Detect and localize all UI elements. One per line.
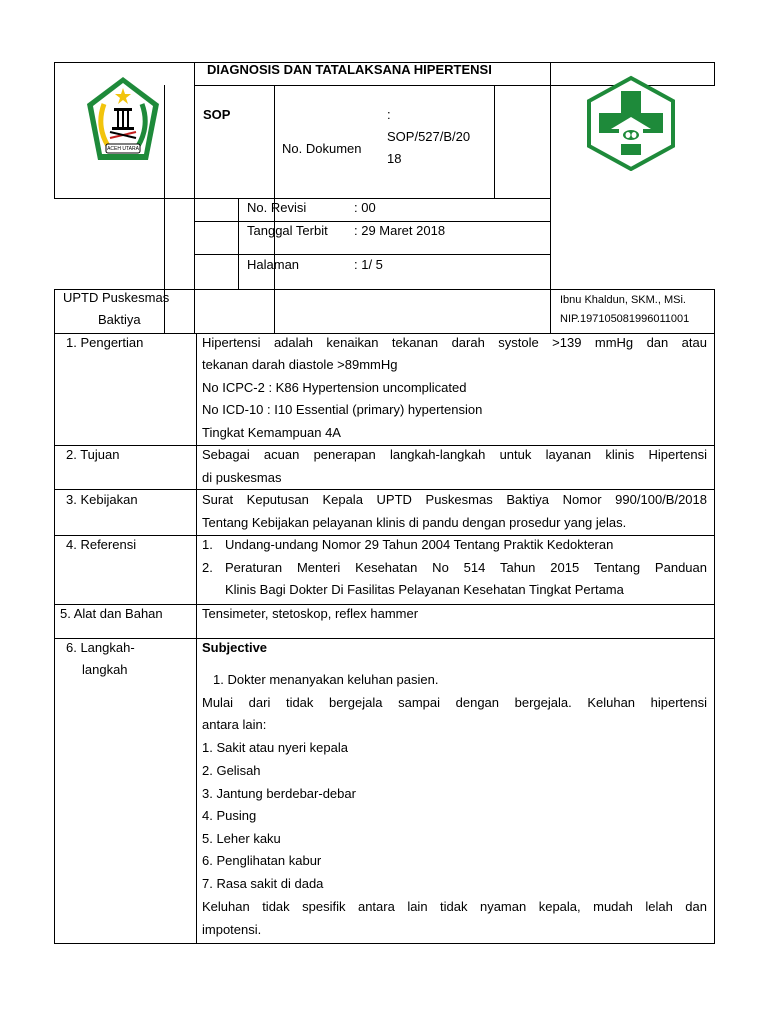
no-dokumen-value-2: 18 (387, 151, 402, 166)
org-name-line2: Baktiya (98, 312, 141, 327)
referensi-item-number: 2. (202, 560, 213, 575)
referensi-item-number: 1. (202, 537, 213, 552)
symptom-item: 4. Pusing (202, 808, 257, 823)
tanggal-terbit-value: : 29 Maret 2018 (354, 223, 446, 238)
pengertian-line: No ICD-10 : I10 Essential (primary) hypertension (202, 402, 483, 417)
sop-label: SOP (203, 107, 231, 122)
no-dokumen-colon: : (387, 107, 391, 122)
org-name-line1: UPTD Puskesmas (63, 290, 170, 305)
no-revisi-label: No. Revisi (247, 200, 307, 215)
kebijakan-line: Surat Keputusan Kepala UPTD Puskesmas Baktiya Nomor 990/100/B/2018 (202, 492, 707, 507)
tanggal-terbit-label: Tanggal Terbit (247, 223, 328, 238)
pengertian-line: Hipertensi adalah kenaikan tekanan darah systole >139 mmHg dan atau (202, 335, 707, 350)
nonspecific-complaints-cont: impotensi. (202, 922, 262, 937)
subjective-heading: Subjective (202, 640, 268, 655)
no-revisi-value: : 00 (354, 200, 376, 215)
symptom-item: 2. Gelisah (202, 763, 261, 778)
puskesmas-logo-icon (585, 75, 677, 171)
step-one: 1. Dokter menanyakan keluhan pasien. (213, 672, 439, 687)
kebijakan-line: Tentang Kebijakan pelayanan klinis di pandu dengan prosedur yang jelas. (202, 515, 627, 530)
section-label-tujuan: 2. Tujuan (66, 447, 120, 462)
pengertian-line: Tingkat Kemampuan 4A (202, 425, 341, 440)
symptom-item: 3. Jantung berdebar-debar (202, 786, 356, 801)
symptom-item: 7. Rasa sakit di dada (202, 876, 324, 891)
symptoms-intro: Mulai dari tidak bergejala sampai dengan bergejala. Keluhan hipertensi (202, 695, 707, 710)
emblem-text: ACEH UTARA (107, 146, 139, 152)
regency-emblem-icon (84, 74, 162, 166)
alat-text: Tensimeter, stetoskop, reflex hammer (202, 606, 419, 621)
signer-name: Ibnu Khaldun, SKM., MSi. (560, 294, 686, 306)
pengertian-line: tekanan darah diastole >89mmHg (202, 357, 398, 372)
halaman-value: : 1/ 5 (354, 257, 383, 272)
symptom-item: 6. Penglihatan kabur (202, 853, 322, 868)
nonspecific-complaints: Keluhan tidak spesifik antara lain tidak nyaman kepala, mudah lelah dan (202, 899, 707, 914)
tujuan-line: di puskesmas (202, 470, 282, 485)
symptoms-intro-cont: antara lain: (202, 717, 267, 732)
section-label-kebijakan: 3. Kebijakan (66, 492, 138, 507)
section-label-alat: 5. Alat dan Bahan (60, 606, 163, 621)
pengertian-line: No ICPC-2 : K86 Hypertension uncomplicated (202, 380, 467, 395)
halaman-label: Halaman (247, 257, 300, 272)
referensi-item-text: Undang-undang Nomor 29 Tahun 2004 Tentang Praktik Kedokteran (225, 537, 614, 552)
symptom-item: 1. Sakit atau nyeri kepala (202, 740, 348, 755)
section-label-pengertian: 1. Pengertian (66, 335, 144, 350)
section-label-langkah-cont: langkah (82, 662, 128, 677)
symptom-item: 5. Leher kaku (202, 831, 281, 846)
section-label-referensi: 4. Referensi (66, 537, 137, 552)
signer-nip: NIP.197105081996011001 (560, 313, 690, 325)
referensi-item-text: Peraturan Menteri Kesehatan No 514 Tahun 2015 Tentang Panduan (225, 560, 707, 575)
tujuan-line: Sebagai acuan penerapan langkah-langkah untuk layanan klinis Hipertensi (202, 447, 707, 462)
no-dokumen-label: No. Dokumen (282, 141, 362, 156)
section-label-langkah: 6. Langkah- (66, 640, 135, 655)
document-title: DIAGNOSIS DAN TATALAKSANA HIPERTENSI (207, 62, 492, 77)
referensi-item-continuation: Klinis Bagi Dokter Di Fasilitas Pelayanan Kesehatan Tingkat Pertama (225, 582, 624, 597)
no-dokumen-value-1: SOP/527/B/20 (387, 129, 471, 144)
